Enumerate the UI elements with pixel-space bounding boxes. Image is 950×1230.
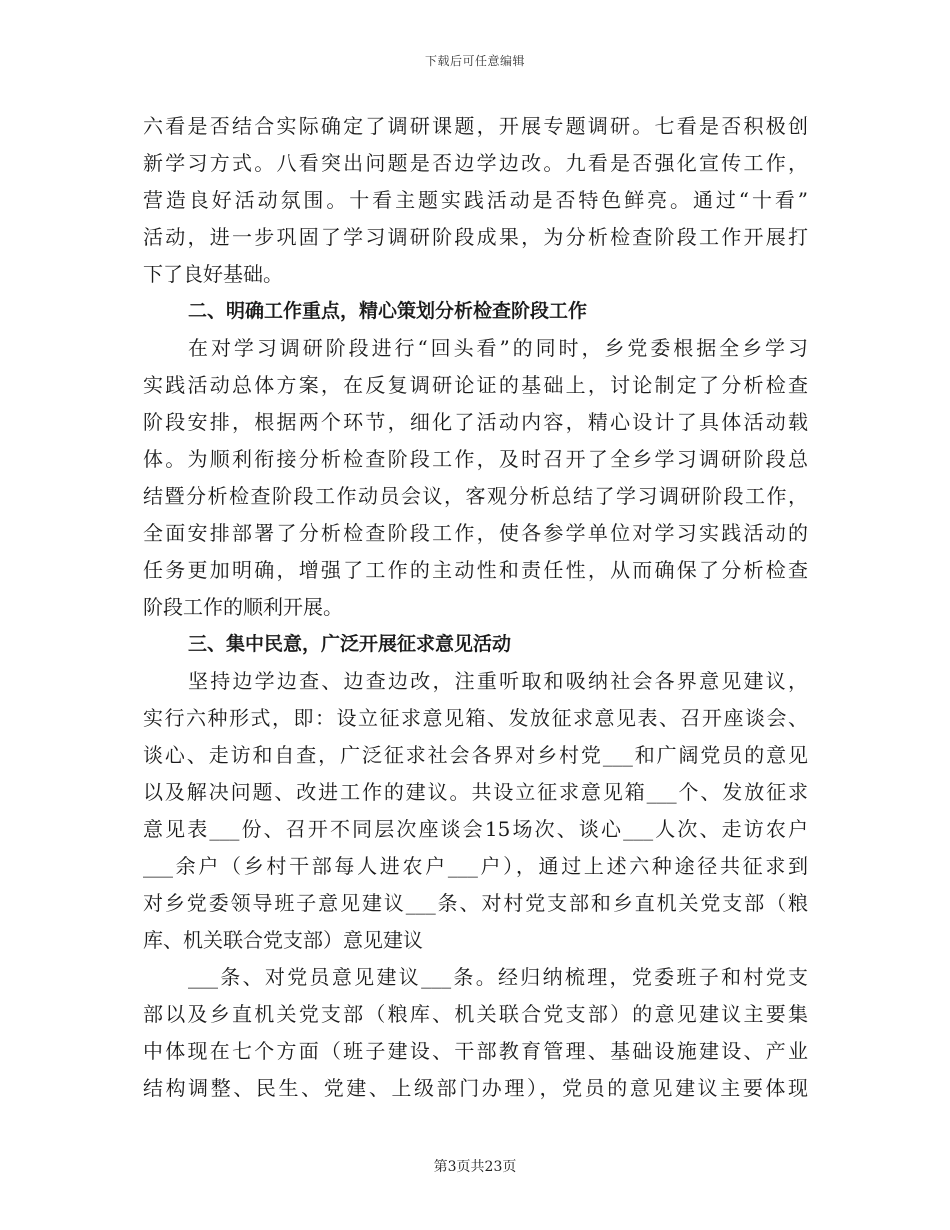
section-heading: 三、集中民意，广泛开展征求意见活动	[188, 633, 512, 655]
body-line: 实践活动总体方案，在反复调研论证的基础上，讨论制定了分析检查	[143, 373, 808, 397]
body-line: 对乡党委领导班子意见建议___条、对村党支部和乡直机关党支部（粮	[143, 891, 808, 915]
body-line: 库、机关联合党支部）意见建议	[143, 928, 423, 952]
body-line: 阶段工作的顺利开展。	[143, 595, 343, 619]
body-line: 体。为顺利衔接分析检查阶段工作，及时召开了全乡学习调研阶段总	[143, 447, 808, 471]
page-header: 下载后可任意编辑	[424, 54, 525, 68]
body-line: 部以及乡直机关党支部（粮库、机关联合党支部）的意见建议主要集	[143, 1002, 808, 1026]
body-line: 活动，进一步巩固了学习调研阶段成果，为分析检查阶段工作开展打	[143, 225, 808, 249]
body-line: 结构调整、民生、党建、上级部门办理），党员的意见建议主要体现	[143, 1076, 808, 1100]
body-line: 六看是否结合实际确定了调研课题，开展专题调研。七看是否积极创	[143, 114, 808, 138]
body-line: 意见表___份、召开不同层次座谈会15场次、谈心___人次、走访农户	[143, 817, 808, 841]
body-line: 实行六种形式，即：设立征求意见箱、发放征求意见表、召开座谈会、	[143, 706, 808, 730]
body-line: 谈心、走访和自查，广泛征求社会各界对乡村党___和广阔党员的意见	[143, 743, 808, 767]
document-body	[143, 108, 808, 1107]
body-line: ___条、对党员意见建议___条。经归纳梳理，党委班子和村党支	[188, 965, 808, 989]
body-line: 新学习方式。八看突出问题是否边学边改。九看是否强化宣传工作，	[143, 151, 808, 175]
page-footer: 第3页共23页	[433, 1159, 517, 1175]
section-heading: 二、明确工作重点，精心策划分析检查阶段工作	[188, 300, 588, 322]
body-line: 阶段安排，根据两个环节，细化了活动内容，精心设计了具体活动载	[143, 410, 808, 434]
body-line: 在对学习调研阶段进行“回头看”的同时，乡党委根据全乡学习	[188, 336, 808, 360]
body-line: 任务更加明确，增强了工作的主动性和责任性，从而确保了分析检查	[143, 558, 808, 582]
body-line: 坚持边学边查、边查边改，注重听取和吸纳社会各界意见建议，	[188, 669, 808, 693]
body-line: 以及解决问题、改进工作的建议。共设立征求意见箱___个、发放征求	[143, 780, 808, 804]
body-line: 全面安排部署了分析检查阶段工作，使各参学单位对学习实践活动的	[143, 521, 808, 545]
body-line: ___余户（乡村干部每人进农户___户），通过上述六种途径共征求到	[143, 854, 808, 878]
body-line: 中体现在七个方面（班子建设、干部教育管理、基础设施建设、产业	[143, 1039, 808, 1063]
body-line: 营造良好活动氛围。十看主题实践活动是否特色鲜亮。通过“十看”	[143, 188, 808, 212]
body-line: 结暨分析检查阶段工作动员会议，客观分析总结了学习调研阶段工作，	[143, 484, 808, 508]
body-line: 下了良好基础。	[143, 262, 283, 286]
